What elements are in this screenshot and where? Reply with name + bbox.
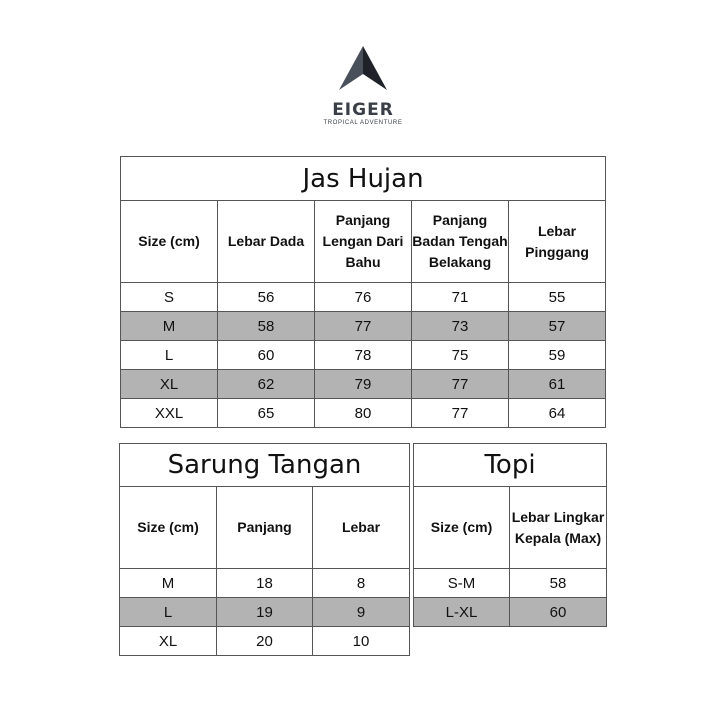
column-header: Lebar Dada — [218, 201, 315, 283]
table-cell: 64 — [509, 399, 606, 428]
table-cell: 77 — [412, 399, 509, 428]
table-cell: 77 — [315, 312, 412, 341]
table-cell: 75 — [412, 341, 509, 370]
table-cell: 20 — [217, 627, 313, 656]
table-cell: 77 — [412, 370, 509, 399]
table-cell: S-M — [414, 569, 510, 598]
table-cell: 61 — [509, 370, 606, 399]
column-header: Panjang Badan Tengah Belakang — [412, 201, 509, 283]
table-cell: 73 — [412, 312, 509, 341]
table-cell: L — [121, 341, 218, 370]
table-cell: 56 — [218, 283, 315, 312]
table-cell: 65 — [218, 399, 315, 428]
table-cell: 19 — [217, 598, 313, 627]
table-cell: 10 — [313, 627, 410, 656]
table-cell: 76 — [315, 283, 412, 312]
table-title: Topi — [414, 444, 607, 487]
table-cell: 80 — [315, 399, 412, 428]
column-header: Lebar Pinggang — [509, 201, 606, 283]
brand-name: EIGER — [332, 100, 394, 120]
column-header: Size (cm) — [414, 487, 510, 569]
table-cell: L-XL — [414, 598, 510, 627]
table-cell: 18 — [217, 569, 313, 598]
table-cell: 79 — [315, 370, 412, 399]
table-title: Jas Hujan — [121, 157, 606, 201]
table-cell: 58 — [218, 312, 315, 341]
topi-table — [413, 443, 607, 627]
column-header: Lebar Lingkar Kepala (Max) — [510, 487, 607, 569]
table-cell: 60 — [510, 598, 607, 627]
mountain-icon — [333, 40, 393, 96]
table-cell: 57 — [509, 312, 606, 341]
table-row — [121, 283, 606, 312]
table-row — [121, 370, 606, 399]
table-cell: 55 — [509, 283, 606, 312]
brand-tagline: TROPICAL ADVENTURE — [323, 120, 403, 126]
table-cell: M — [121, 312, 218, 341]
table-cell: XL — [120, 627, 217, 656]
table-cell: 71 — [412, 283, 509, 312]
jas-hujan-table — [120, 156, 606, 428]
table-cell: XL — [121, 370, 218, 399]
table-cell: 8 — [313, 569, 410, 598]
table-cell: 58 — [510, 569, 607, 598]
table-cell: 78 — [315, 341, 412, 370]
column-header: Panjang — [217, 487, 313, 569]
table-row — [414, 598, 607, 627]
table-cell: S — [121, 283, 218, 312]
column-header: Size (cm) — [121, 201, 218, 283]
table-row — [414, 569, 607, 598]
column-header: Lebar — [313, 487, 410, 569]
table-cell: 9 — [313, 598, 410, 627]
table-row — [120, 627, 410, 656]
table-row — [121, 341, 606, 370]
table-row — [120, 598, 410, 627]
table-cell: 60 — [218, 341, 315, 370]
column-header: Panjang Lengan Dari Bahu — [315, 201, 412, 283]
table-cell: 62 — [218, 370, 315, 399]
table-title: Sarung Tangan — [120, 444, 410, 487]
table-cell: XXL — [121, 399, 218, 428]
table-row — [120, 569, 410, 598]
sarung-tangan-table — [119, 443, 410, 656]
table-cell: L — [120, 598, 217, 627]
table-cell: 59 — [509, 341, 606, 370]
table-row — [121, 312, 606, 341]
table-row — [121, 399, 606, 428]
column-header: Size (cm) — [120, 487, 217, 569]
table-cell: M — [120, 569, 217, 598]
